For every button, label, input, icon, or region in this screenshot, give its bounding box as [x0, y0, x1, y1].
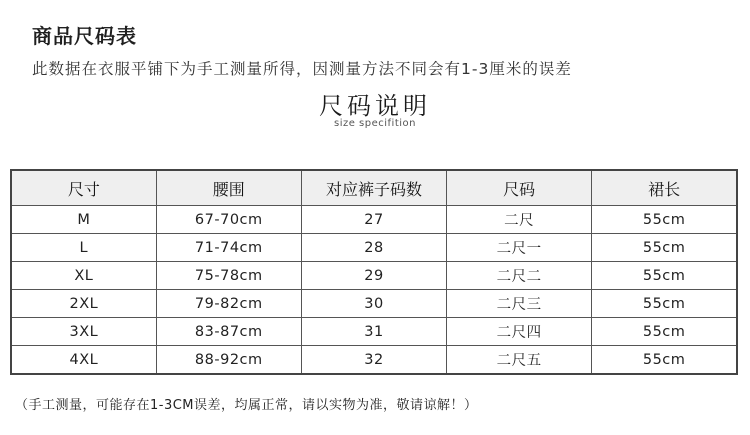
table-cell: 二尺四 — [447, 318, 592, 346]
table-cell: 55cm — [592, 206, 737, 234]
size-chart-table — [10, 169, 738, 375]
table-cell: 55cm — [592, 262, 737, 290]
table-cell: 88-92cm — [156, 346, 301, 375]
measurement-disclaimer: 此数据在衣服平铺下为手工测量所得，因测量方法不同会有1-3厘米的误差 — [32, 60, 572, 78]
table-cell: 二尺三 — [447, 290, 592, 318]
section-subheading: size specifition — [333, 118, 416, 129]
table-cell: M — [11, 206, 156, 234]
table-cell: 67-70cm — [156, 206, 301, 234]
table-cell: 4XL — [11, 346, 156, 375]
column-header-waist: 腰围 — [156, 170, 301, 206]
table-cell: 27 — [301, 206, 446, 234]
table-cell: 二尺一 — [447, 234, 592, 262]
table-cell: 3XL — [11, 318, 156, 346]
table-cell: 2XL — [11, 290, 156, 318]
table-cell: 79-82cm — [156, 290, 301, 318]
table-cell: 75-78cm — [156, 262, 301, 290]
table-cell: 55cm — [592, 318, 737, 346]
table-cell: 二尺 — [447, 206, 592, 234]
footer-note: （手工测量，可能存在1-3CM误差，均属正常，请以实物为准，敬请谅解！） — [15, 398, 478, 413]
table-cell: 二尺二 — [447, 262, 592, 290]
table-row — [11, 262, 737, 290]
section-heading: 尺码说明 — [319, 92, 431, 120]
table-row — [11, 234, 737, 262]
table-row — [11, 206, 737, 234]
column-header-pants-size: 对应裤子码数 — [301, 170, 446, 206]
table-cell: 二尺五 — [447, 346, 592, 375]
table-cell: 55cm — [592, 234, 737, 262]
table-header-row — [11, 170, 737, 206]
table-cell: 31 — [301, 318, 446, 346]
table-cell: 32 — [301, 346, 446, 375]
table-cell: 83-87cm — [156, 318, 301, 346]
table-cell: XL — [11, 262, 156, 290]
table-row — [11, 290, 737, 318]
table-cell: 28 — [301, 234, 446, 262]
table-cell: 30 — [301, 290, 446, 318]
column-header-chinese-size: 尺码 — [447, 170, 592, 206]
table-cell: 71-74cm — [156, 234, 301, 262]
table-cell: 55cm — [592, 346, 737, 375]
column-header-size: 尺寸 — [11, 170, 156, 206]
table-cell: 29 — [301, 262, 446, 290]
column-header-skirt-length: 裙长 — [592, 170, 737, 206]
table-cell: 55cm — [592, 290, 737, 318]
table-row — [11, 318, 737, 346]
table-row — [11, 346, 737, 375]
page-title: 商品尺码表 — [32, 24, 137, 48]
table-cell: L — [11, 234, 156, 262]
